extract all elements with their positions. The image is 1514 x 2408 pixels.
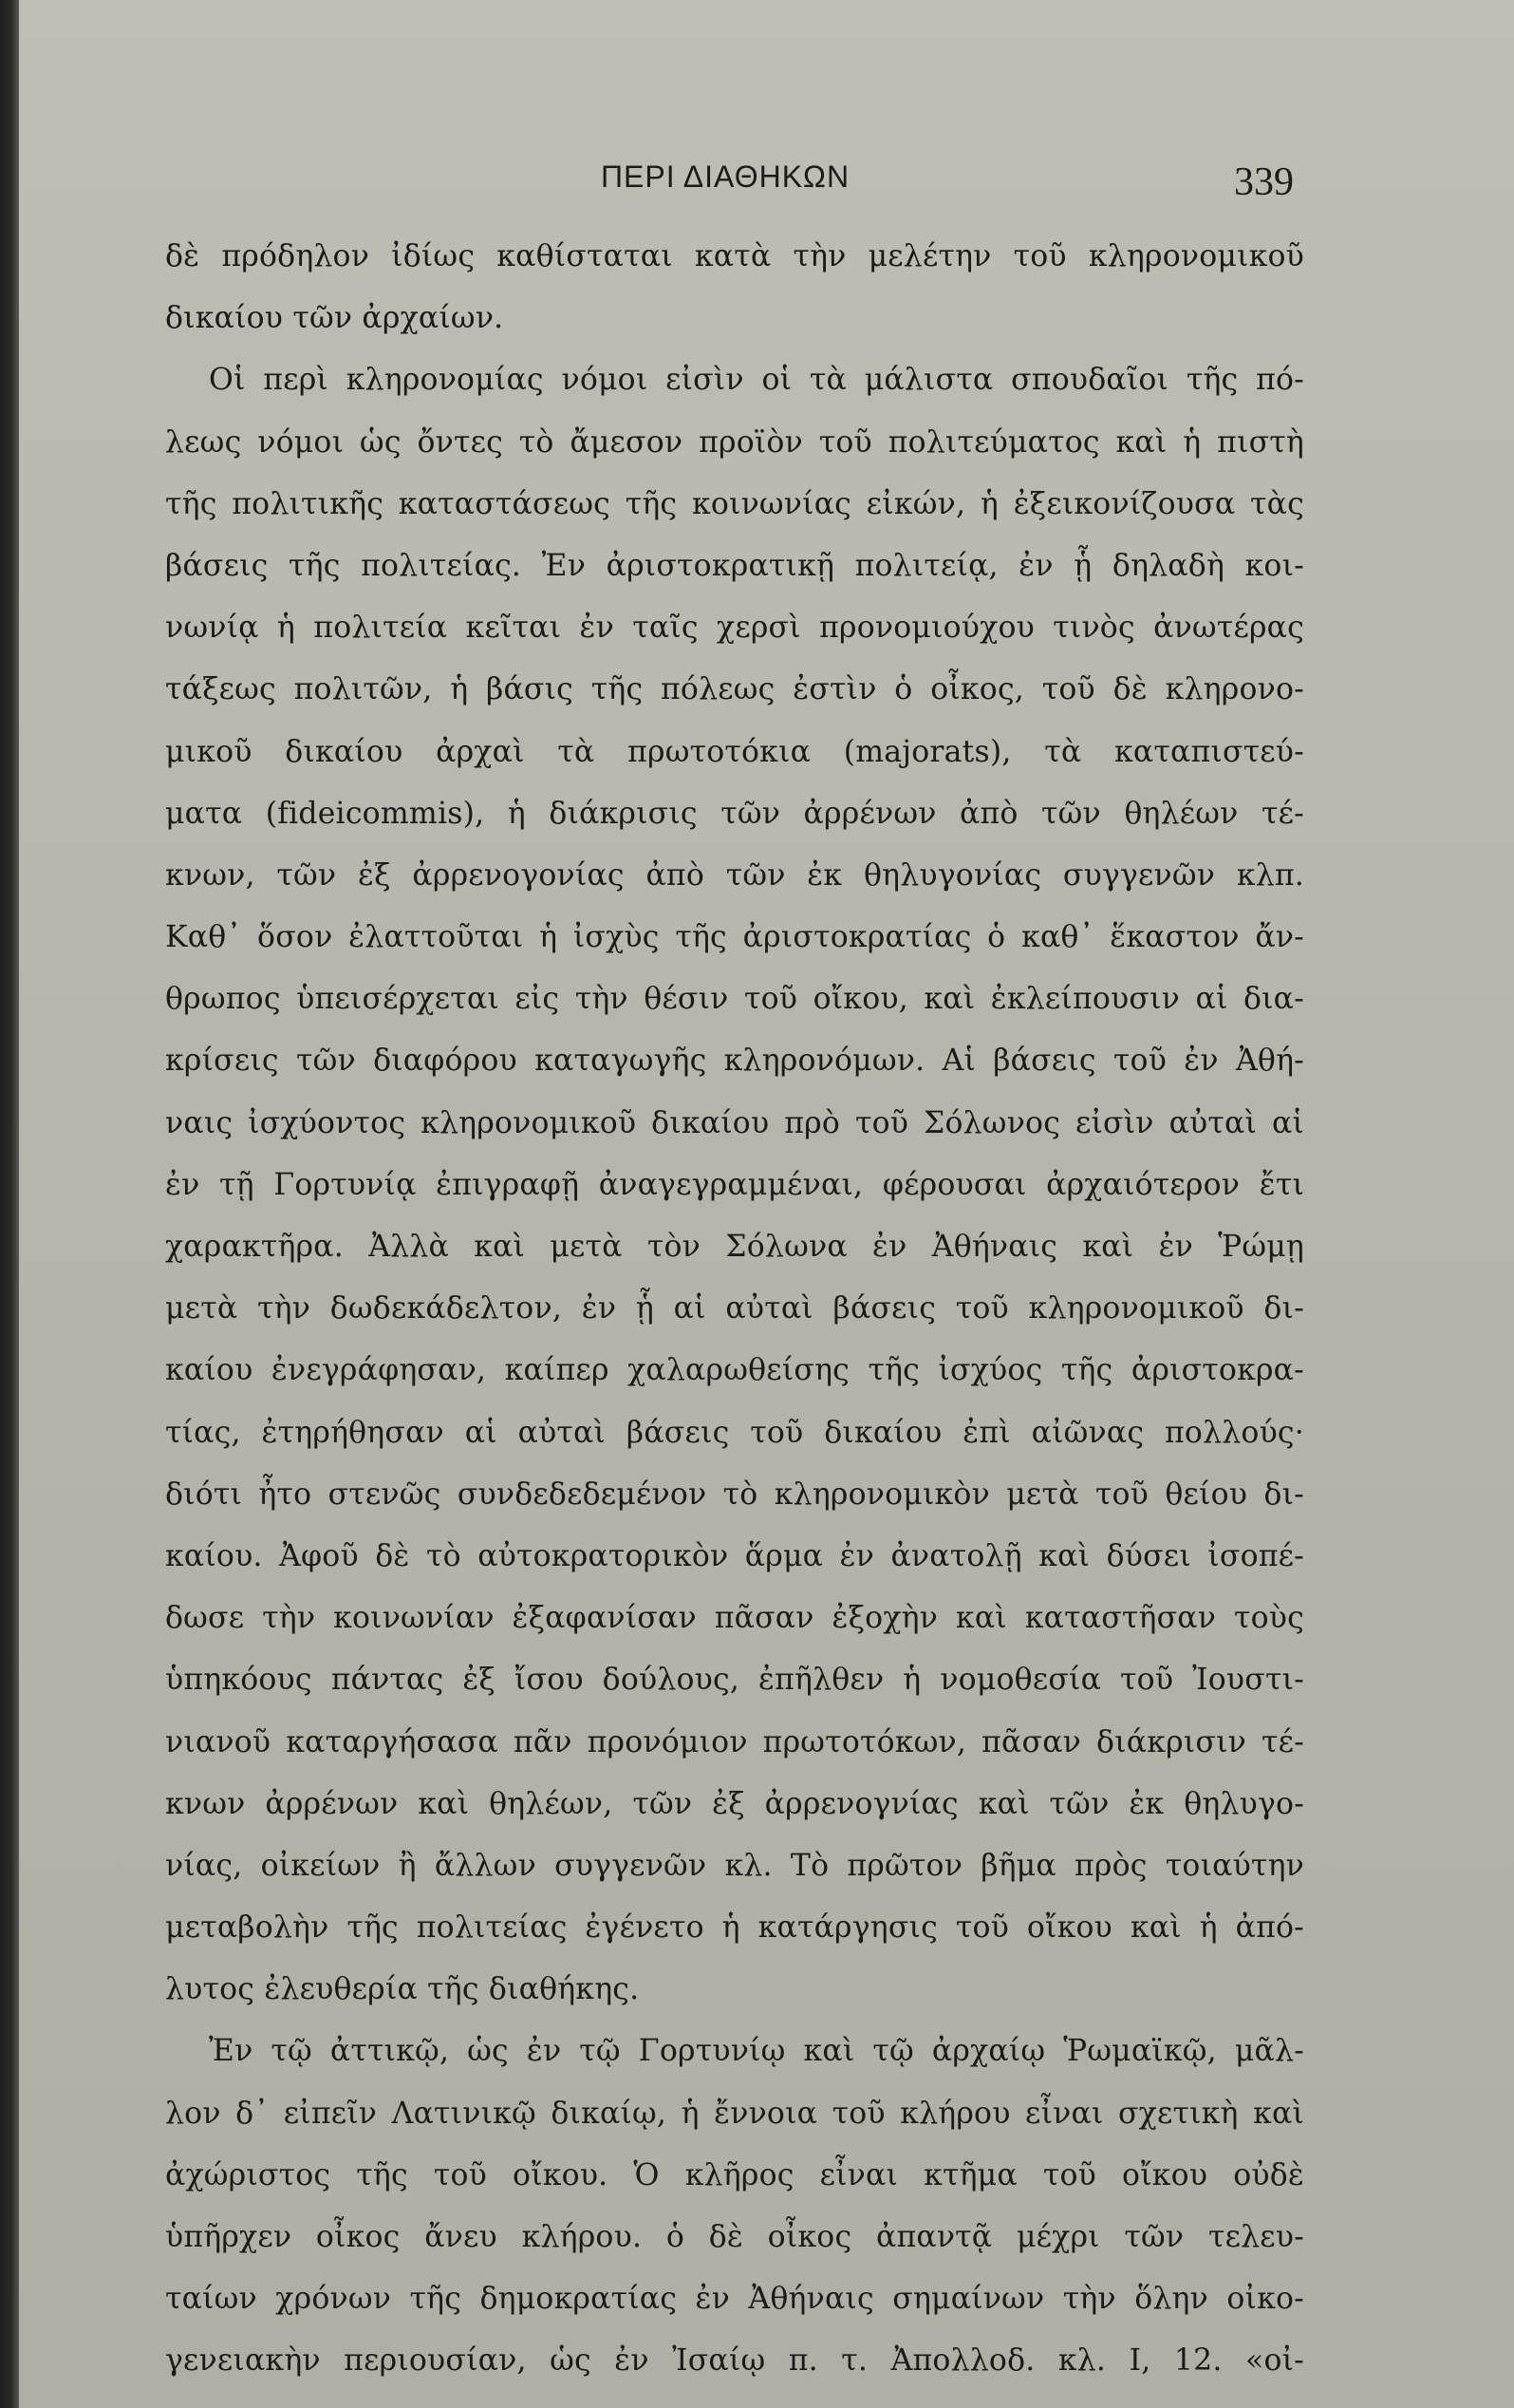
text-line: Καθ᾿ ὅσον ἐλαττοῦται ἡ ἰσχὺς τῆς ἀριστοκρατίας ὁ καθ᾿ ἕκαστον ἄν- (165, 920, 1304, 955)
text-line: μετὰ τὴν δωδεκάδελτον, ἐν ᾗ αἱ αὐταὶ βάσεις τοῦ κληρονομικοῦ δι- (165, 1291, 1304, 1326)
text-line: ὑπῆρχεν οἶκος ἄνευ κλήρου. ὁ δὲ οἶκος ἀπαντᾷ μέχρι τῶν τελευ- (165, 2220, 1304, 2254)
text-line: χαρακτῆρα. Ἀλλὰ καὶ μετὰ τὸν Σόλωνα ἐν Ἀθήναις καὶ ἐν Ῥώμῃ (165, 1230, 1304, 1264)
text-line: μεταβολὴν τῆς πολιτείας ἐγένετο ἡ κατάργησις τοῦ οἴκου καὶ ἡ ἀπό- (165, 1910, 1304, 1946)
text-line: κνων ἀρρένων καὶ θηλέων, τῶν ἐξ ἀρρενογνίας καὶ τῶν ἐκ θηλυγο- (165, 1786, 1304, 1821)
running-title: ΠΕΡΙ ΔΙΑΘΗΚΩΝ (600, 160, 850, 194)
text-line: νιανοῦ καταργήσασα πᾶν προνόμιον πρωτοτόκων, πᾶσαν διάκρισιν τέ- (165, 1724, 1304, 1759)
text-line: μικοῦ δικαίου ἀρχαὶ τὰ πρωτοτόκια (majorats), τὰ καταπιστεύ- (165, 734, 1304, 769)
body-text (165, 226, 1304, 2393)
text-line: ματα (fideicommis), ἡ διάκρισις τῶν ἀρρένων ἀπὸ τῶν θηλέων τέ- (165, 796, 1304, 831)
text-line: κνων, τῶν ἐξ ἀρρενογονίας ἀπὸ τῶν ἐκ θηλυγονίας συγγενῶν κλπ. (165, 857, 1304, 893)
text-line: βάσεις τῆς πολιτείας. Ἐν ἀριστοκρατικῇ πολιτείᾳ, ἐν ᾗ δηλαδὴ κοι- (165, 548, 1304, 583)
text-line: θρωπος ὑπεισέρχεται εἰς τὴν θέσιν τοῦ οἴκου, καὶ ἐκλείπουσιν αἱ δια- (165, 982, 1304, 1017)
text-line: ναις ἰσχύοντος κληρονομικοῦ δικαίου πρὸ τοῦ Σόλωνος εἰσὶν αὐταὶ αἱ (165, 1105, 1304, 1140)
text-line: καίου ἐνεγράφησαν, καίπερ χαλαρωθείσης τῆς ἰσχύος τῆς ἀριστοκρα- (165, 1353, 1304, 1388)
book-binding-shadow (0, 0, 19, 2408)
text-line: ἀχώριστος τῆς τοῦ οἴκου. Ὁ κλῆρος εἶναι κτῆμα τοῦ οἴκου οὐδὲ (165, 2157, 1304, 2192)
text-line: τῆς πολιτικῆς καταστάσεως τῆς κοινωνίας εἰκών, ἡ ἐξεικονίζουσα τὰς (165, 486, 1304, 521)
text-line: λυτος ἐλευθερία τῆς διαθήκης. (165, 1972, 640, 2007)
text-line: λον δ᾿ εἰπεῖν Λατινικῷ δικαίῳ, ἡ ἔννοια τοῦ κλήρου εἶναι σχετικὴ καὶ (165, 2096, 1304, 2131)
text-line: δικαίου τῶν ἀρχαίων. (165, 301, 504, 336)
running-head (157, 160, 1294, 207)
text-line: κρίσεις τῶν διαφόρου καταγωγῆς κληρονόμων. Αἱ βάσεις τοῦ ἐν Ἀθή- (165, 1044, 1304, 1079)
text-line: διότι ἦτο στενῶς συνδεδεδεμένον τὸ κληρονομικὸν μετὰ τοῦ θείου δι- (165, 1477, 1304, 1512)
text-line: νίας, οἰκείων ἢ ἄλλων συγγενῶν κλ. Τὸ πρῶτον βῆμα πρὸς τοιαύτην (165, 1848, 1304, 1883)
page-number: 339 (1234, 160, 1294, 204)
text-line: νωνίᾳ ἡ πολιτεία κεῖται ἐν ταῖς χερσὶ προνομιούχου τινὸς ἀνωτέρας (165, 611, 1304, 646)
text-line: δωσε τὴν κοινωνίαν ἐξαφανίσαν πᾶσαν ἐξοχὴν καὶ καταστῆσαν τοὺς (165, 1601, 1304, 1636)
text-line: καίου. Ἀφοῦ δὲ τὸ αὐτοκρατορικὸν ἅρμα ἐν ἀνατολῇ καὶ δύσει ἰσοπέ- (165, 1538, 1304, 1573)
text-line: λεως νόμοι ὡς ὄντες τὸ ἄμεσον προϊὸν τοῦ πολιτεύματος καὶ ἡ πιστὴ (165, 424, 1304, 460)
text-line: δὲ πρόδηλον ἰδίως καθίσταται κατὰ τὴν μελέτην τοῦ κληρονομικοῦ (165, 239, 1304, 273)
text-line: ὑπηκόους πάντας ἐξ ἴσου δούλους, ἐπῆλθεν ἡ νομοθεσία τοῦ Ἰουστι- (165, 1663, 1304, 1698)
text-line: Οἱ περὶ κληρονομίας νόμοι εἰσὶν οἱ τὰ μάλιστα σπουδαῖοι τῆς πό- (209, 363, 1304, 398)
text-line: Ἐν τῷ ἀττικῷ, ὡς ἐν τῷ Γορτυνίῳ καὶ τῷ ἀρχαίῳ Ῥωμαϊκῷ, μᾶλ- (209, 2034, 1304, 2069)
text-line: γενειακὴν περιουσίαν, ὡς ἐν Ἰσαίῳ π. τ. Ἀπολλοδ. κλ. I, 12. «οἰ- (165, 2343, 1304, 2379)
text-line: ἐν τῇ Γορτυνίᾳ ἐπιγραφῇ ἀναγεγραμμέναι, φέρουσαι ἀρχαιότερον ἔτι (165, 1167, 1304, 1202)
text-line: τίας, ἐτηρήθησαν αἱ αὐταὶ βάσεις τοῦ δικαίου ἐπὶ αἰῶνας πολλούς· (165, 1415, 1304, 1450)
text-line: ταίων χρόνων τῆς δημοκρατίας ἐν Ἀθήναις σημαίνων τὴν ὅλην οἰκο- (165, 2282, 1304, 2317)
text-line: τάξεως πολιτῶν, ἡ βάσις τῆς πόλεως ἐστὶν ὁ οἶκος, τοῦ δὲ κληρονο- (165, 672, 1304, 707)
